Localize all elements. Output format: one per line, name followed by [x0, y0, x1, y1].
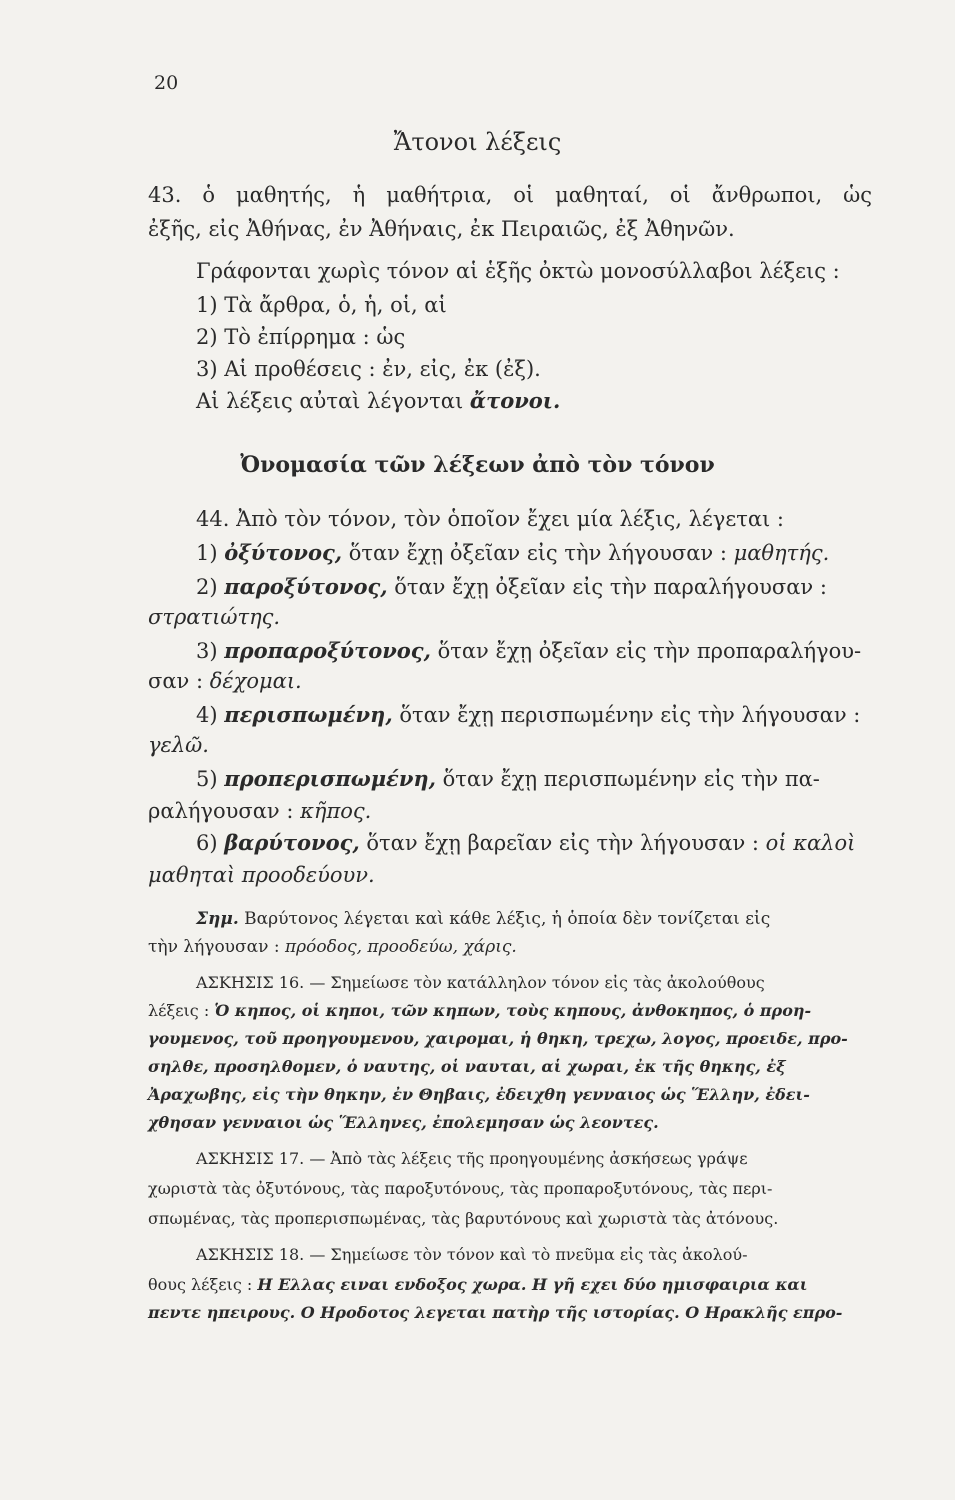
item-number: 5)	[196, 767, 225, 791]
item-text: ὅταν ἔχῃ βαρεῖαν εἰς τὴν λήγουσαν :	[359, 831, 766, 855]
exercise-17-line-1: ΑΣΚΗΣΙΣ 17. — Ἀπὸ τὰς λέξεις τῆς προηγουμένης ἀσκήσεως γράψε	[196, 1149, 748, 1168]
exercise-text: θους λέξεις :	[148, 1275, 258, 1294]
p44-item-2	[196, 574, 827, 600]
exercise-16-line-2	[148, 998, 811, 1024]
exercise-words: Η Ελλας ειναι ενδοξος χωρα. Η γῆ εχει δύο ημισφαιρια και	[257, 1275, 808, 1294]
p44-item-4	[196, 702, 860, 728]
item-text: σαν :	[148, 669, 210, 693]
example-word: δέχομαι.	[209, 669, 302, 693]
term-barytonos: βαρύτονος,	[224, 830, 360, 855]
exercise-16-line-4: σηλθε, προσηλθομεν, ὁ ναυτης, οἱ ναυται, αἱ χωραι, ἐκ τῆς θηκης, ἐξ	[148, 1057, 786, 1076]
exercise-16-line-1: ΑΣΚΗΣΙΣ 16. — Σημείωσε τὸν κατάλληλον τόνον εἰς τὰς ἀκολούθους	[196, 973, 765, 992]
p43-line-3: Γράφονται χωρὶς τόνον αἱ ἑξῆς ὀκτὼ μονοσύλλαβοι λέξεις :	[196, 259, 840, 283]
example-word: οἱ καλοὶ	[765, 831, 856, 855]
item-text: ὅταν ἔχῃ περισπωμένην εἰς τὴν λήγουσαν :	[392, 703, 861, 727]
p43-line-7	[196, 388, 560, 414]
page-number: 20	[154, 72, 179, 94]
exercise-16-line-6: χθησαν γενναιοι ὡς Ἕλληνες, ἐπολεμησαν ὡς λεοντες.	[148, 1113, 659, 1132]
p43-line-5: 2) Τὸ ἐπίρρημα : ὡς	[196, 325, 406, 349]
note-examples: πρόοδος, προοδεύω, χάρις.	[284, 937, 517, 957]
item-text: ὅταν ἔχῃ ὀξεῖαν εἰς τὴν παραλήγουσαν :	[387, 575, 827, 599]
section-heading-onomasia: Ὀνομασία τῶν λέξεων ἀπὸ τὸν τόνον	[240, 452, 715, 478]
term-properispomeni: προπερισπωμένη,	[224, 766, 436, 791]
exercise-text: λέξεις :	[148, 1001, 215, 1020]
p44-intro: 44. Ἀπὸ τὸν τόνον, τὸν ὁποῖον ἔχει μία λέξις, λέγεται :	[196, 507, 784, 531]
p44-item-6-example: μαθηταὶ προοδεύουν.	[148, 863, 375, 887]
p44-item-3	[196, 638, 861, 664]
term-atonoi: ἄτονοι.	[469, 388, 561, 413]
term-paroxytonos: παροξύτονος,	[224, 574, 388, 599]
item-number: 4)	[196, 703, 225, 727]
p43-line-2: ἐξῆς, εἰς Ἀθήνας, ἐν Ἀθήναις, ἐκ Πειραιῶς, ἐξ Ἀθηνῶν.	[148, 217, 735, 241]
p44-item-6	[196, 830, 855, 856]
item-text: ὅταν ἔχῃ περισπωμένην εἰς τὴν πα-	[435, 767, 820, 791]
exercise-words: Ὁ κηπος, οἱ κηποι, τῶν κηπων, τοὺς κηπους, ἀνθοκηπος, ὁ προη-	[214, 1001, 812, 1020]
exercise-18-line-3: πεντε ηπειρους. Ο Ηροδοτος λεγεται πατὴρ τῆς ιστορίας. Ο Ηρακλῆς επρο-	[148, 1303, 843, 1322]
p43-line-4: 1) Τὰ ἄρθρα, ὁ, ἡ, οἱ, αἱ	[196, 293, 447, 317]
example-word: κῆπος.	[300, 799, 372, 823]
p44-item-1	[196, 540, 829, 566]
term-proparoxytonos: προπαροξύτονος,	[224, 638, 431, 663]
item-number: 6)	[196, 831, 225, 855]
exercise-18-line-1: ΑΣΚΗΣΙΣ 18. — Σημείωσε τὸν τόνον καὶ τὸ πνεῦμα εἰς τὰς ἀκολού-	[196, 1245, 748, 1264]
item-number: 1)	[196, 541, 225, 565]
p44-item-2-example: στρατιώτης.	[148, 605, 281, 629]
item-number: 2)	[196, 575, 225, 599]
note-label: Σημ.	[196, 909, 239, 929]
example-word: μαθητής.	[733, 541, 830, 565]
item-text: ραλήγουσαν :	[148, 799, 301, 823]
item-text: ὅταν ἔχῃ ὀξεῖαν εἰς τὴν λήγουσαν :	[342, 541, 734, 565]
p44-item-5	[196, 766, 820, 792]
term-oxytonos: ὀξύτονος,	[224, 540, 343, 565]
section-heading-atonoi: Ἄτονοι λέξεις	[393, 128, 562, 156]
note-line-2	[148, 934, 517, 960]
p43-line-6: 3) Αἱ προθέσεις : ἐν, εἰς, ἐκ (ἐξ).	[196, 357, 541, 381]
p44-item-4-example: γελῶ.	[148, 733, 209, 757]
exercise-16-line-3: γουμενος, τοῦ προηγουμενου, χαιρομαι, ἡ θηκη, τρεχω, λογος, προειδε, προ-	[148, 1029, 848, 1048]
note-text: Βαρύτονος λέγεται καὶ κάθε λέξις, ἡ ὁποία δὲν τονίζεται εἰς	[238, 909, 771, 929]
p43-line-7-text: Αἱ λέξεις αὐταὶ λέγονται	[196, 389, 470, 413]
item-number: 3)	[196, 639, 225, 663]
p44-item-3-cont	[148, 668, 302, 694]
term-perispomeni: περισπωμένη,	[224, 702, 393, 727]
p44-item-5-cont	[148, 798, 371, 824]
exercise-17-line-3: σπωμένας, τὰς προπερισπωμένας, τὰς βαρυτόνους καὶ χωριστὰ τὰς ἀτόνους.	[148, 1209, 779, 1228]
p43-line-1: 43. ὁ μαθητής, ἡ μαθήτρια, οἱ μαθηταί, οἱ ἄνθρωποι, ὡς	[148, 183, 872, 207]
exercise-18-line-2	[148, 1272, 807, 1298]
note-line-1	[196, 906, 770, 932]
exercise-16-line-5: Ἀραχωβης, εἰς τὴν θηκην, ἐν Θηβαις, ἐδειχθη γενναιος ὡς Ἕλλην, ἐδει-	[148, 1085, 810, 1104]
note-text: τὴν λήγουσαν :	[148, 937, 285, 957]
item-text: ὅταν ἔχῃ ὀξεῖαν εἰς τὴν προπαραλήγου-	[430, 639, 862, 663]
exercise-17-line-2: χωριστὰ τὰς ὀξυτόνους, τὰς παροξυτόνους, τὰς προπαροξυτόνους, τὰς περι-	[148, 1179, 773, 1198]
